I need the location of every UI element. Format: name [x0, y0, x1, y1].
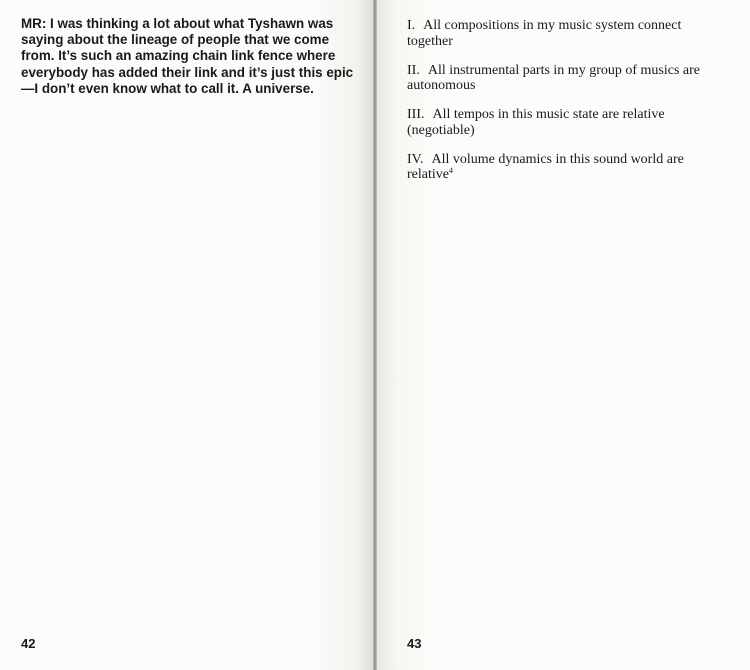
page-number-left: 42 — [21, 636, 36, 651]
principle-item — [407, 107, 727, 138]
principle-text: All tempos in this music state are relative (negotiable) — [407, 107, 665, 138]
principle-numeral: III. — [407, 107, 425, 122]
principle-item — [407, 63, 727, 94]
principle-text: All compositions in my music system connect together — [407, 18, 682, 49]
principle-item — [407, 152, 727, 183]
principle-item — [407, 18, 727, 49]
principle-numeral: IV. — [407, 151, 424, 167]
principles-list — [407, 18, 727, 196]
principle-text: All instrumental parts in my group of musics are autonomous — [407, 62, 701, 93]
interview-paragraph: MR: I was thinking a lot about what Tyshawn was saying about the lineage of people that we come from. It’s such an amazing chain link fence where everybody has added their link and it’s just this epic—I don’t even know what to call it. A universe. — [21, 16, 354, 96]
principle-text: All volume dynamics in this sound world are relative — [407, 151, 684, 182]
right-page — [377, 0, 750, 670]
principle-numeral: II. — [407, 62, 420, 78]
left-page — [0, 0, 373, 670]
page-number-right: 43 — [407, 636, 422, 651]
principle-numeral: I. — [407, 18, 416, 33]
footnote-marker: 4 — [448, 166, 453, 175]
